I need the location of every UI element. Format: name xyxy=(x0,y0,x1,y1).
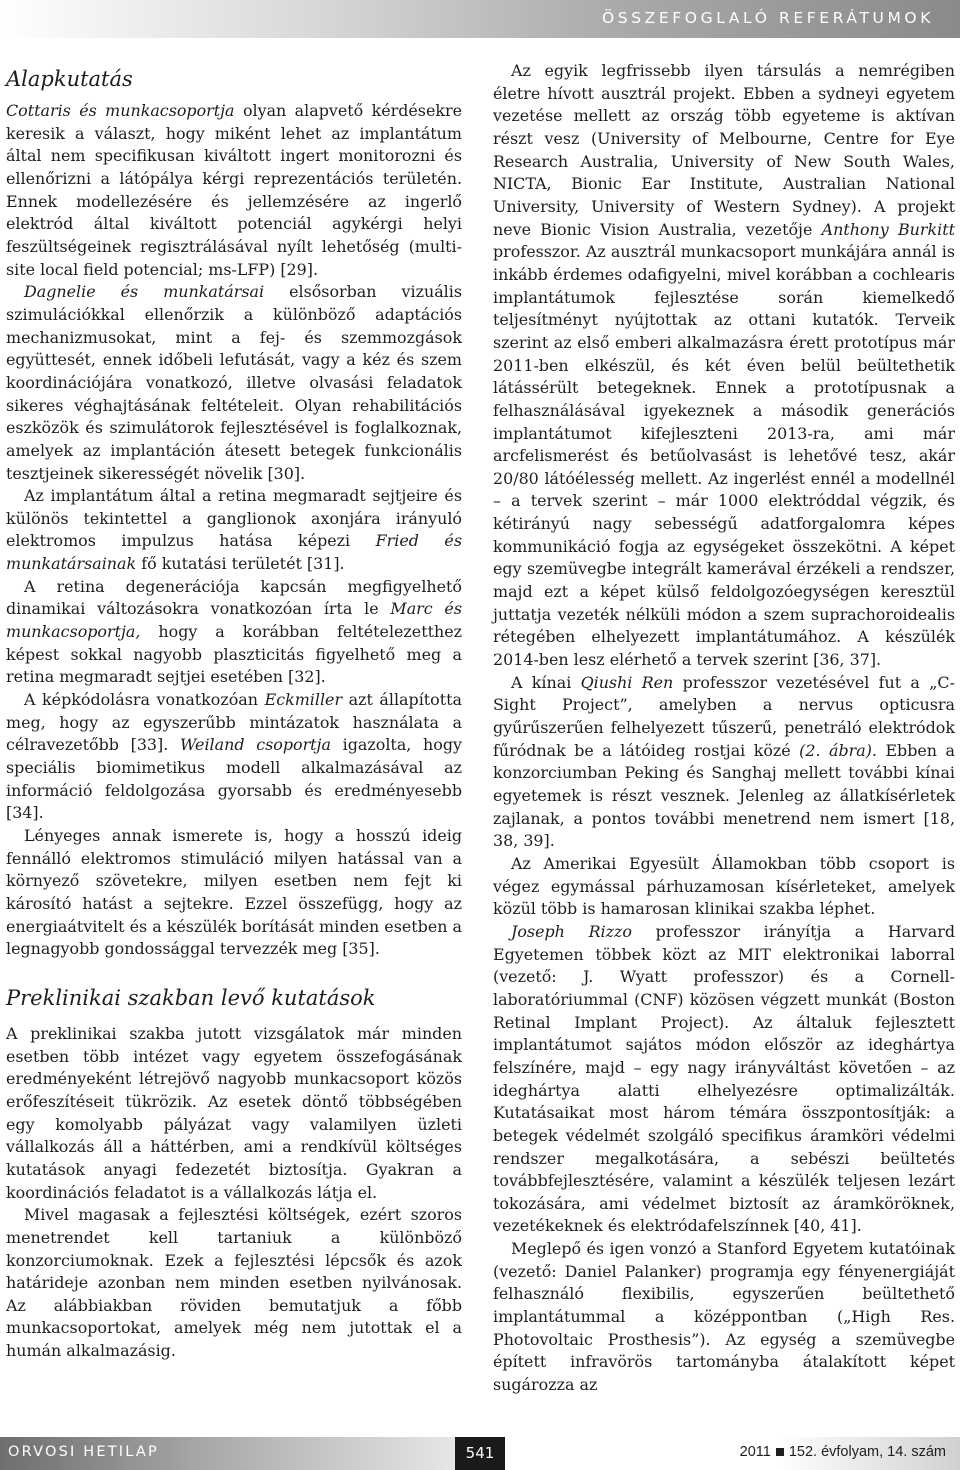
paragraph xyxy=(6,100,462,281)
section-header-title: ÖSSZEFOGLALÓ REFERÁTUMOK xyxy=(602,9,934,27)
paragraph xyxy=(6,281,462,485)
italic-name-run: (2. ábra). xyxy=(799,740,877,760)
italic-name-run: Weiland csoportja xyxy=(180,735,331,755)
italic-name-run: Marc és munkacsoportja, xyxy=(6,599,462,642)
italic-name-run: Cottaris és munkacsoportja xyxy=(6,101,235,120)
text-run: Az implantátum által a retina megmaradt sejtjeire és különös tekintettel a ganglionok axonjára irányuló elektromos impulzus hatása képezi xyxy=(6,486,462,551)
text-run: hogy a korábban feltételezetthez képest sokkal nagyobb plaszticitás figyelhető meg a retina megmaradt sejtjei esetében [32]. xyxy=(6,622,462,687)
text-run: professzor irányítja a Harvard Egyetemen többek közt az MIT elektronikai laborral (vezető: J. Wyatt professzor) és a Cornell-laboratóriummal (CNF) közösen végzett munkát (Boston Retinal Implant Project). Az általuk fejlesztett implantátumot sajátos módon először az ideghártya felszínére, majd – egy nagy irányváltást követően – az ideghártya alatti elhelyezésre optimalizálták. Kutatásaikat most három témára összpontosítják: a betegek védelmét szolgáló specifikus áramköri védelmi rendszer megalkotására, a sebészi beültetés továbbfejlesztésére, valamint a készülék teljesen lezárt tokozására, ami védelmet biztosít az áramköröknek, vezetékeknek és elektródafelszínnek [40, 41]. xyxy=(493,921,956,1236)
journal-name: ORVOSI HETILAP xyxy=(8,1444,159,1460)
paragraph xyxy=(6,1204,462,1363)
text-run: Meglepő és igen vonzó a Stanford Egyetem kutatóinak (vezető: Daniel Palanker) programja egy fényenergiáját felhasználó flexibilis, egyszerűen beültethető implantátummal a középpontban („High Res. Photovoltaic Prosthesis”). Az egység a szemüvegbe épített infravörös tartományba átalakított képet sugározza az xyxy=(493,1239,955,1395)
italic-name-run: Fried és munkatársainak xyxy=(6,531,462,574)
italic-name-run: Dagnelie és munkatársai xyxy=(24,282,265,302)
text-run: A kínai xyxy=(511,672,581,692)
italic-name-run: Qiushi Ren xyxy=(580,672,674,692)
paragraph xyxy=(6,576,462,689)
italic-name-run: Joseph Rizzo xyxy=(511,921,632,941)
issue-info xyxy=(740,1444,946,1460)
paragraph xyxy=(493,672,955,853)
section-title-basic-research: Alapkutatás xyxy=(6,67,133,91)
text-run: olyan alapvető kérdésekre keresik a választ, hogy miként lehet az implantátum által nem specifikusan kiváltott ingert monitorozni és ellenőrizni a látópálya kérgi reprezentációs területén. Ennek modellezésére és jellemzésére az ingerlő elektród által kiváltott potenciál agykérgi helyi feszültségeinek regisztrálásával nyílt lehetőség (multi-site local field potencial; ms-LFP) [29]. xyxy=(6,101,462,279)
left-column xyxy=(6,60,462,1363)
paragraph xyxy=(493,853,955,921)
footer-band-left xyxy=(0,1437,455,1470)
text-run: A retina degenerációja kapcsán megfigyelhető dinamikai változásokra vonatkozóan írta le xyxy=(6,576,462,619)
text-run: azt állapította meg, hogy az egyszerűbb mintázatok használata a célravezetőbb [33]. xyxy=(6,690,462,755)
page-number: 541 xyxy=(455,1437,505,1470)
issue-year: 2011 xyxy=(739,1444,771,1460)
text-run: elsősorban vizuális szimulációkkal ellenőrzik a különböző adaptációs mechanizmusokat, mint a fej- és szemmozgások együttesét, ennek időbeli lefutását, vagy a kéz és szem koordinációjára vonatkozó, illetve olvasási feladatok sikeres véghajtásának feltételeit. Olyan rehabilitációs eszközök és szimulátorok fejlesztésével is foglalkoznak, amelyek az implantáción átesett betegek funkcionális tesztjeinek sikerességét növelik [30]. xyxy=(6,282,462,483)
header-band xyxy=(0,0,960,38)
paragraph xyxy=(6,825,462,961)
paragraph xyxy=(493,60,955,672)
text-run: Lényeges annak ismerete is, hogy a hosszú ideig fennálló elektromos stimuláció milyen hatással van a környező szövetekre, milyen esetben nem fejt ki károsító hatást a sejtekre. Ezzel összefügg, hogy az energiaátvitelt és a készülék borítását minden esetben a legnagyobb gondossággal tervezzék meg [35]. xyxy=(6,826,462,959)
text-run: Ebben a konzorciumban Peking és Sanghaj mellett további kínai egyetemek is részt vesznek. Jelenleg az állatkísérletek zajlanak, a pontos további menetrend nem ismert [18, 38, 39]. xyxy=(493,740,955,851)
text-run: igazolta, hogy speciális biomimetikus modell alkalmazásával az információ feldolgozása gyorsabb és eredményesebb [34]. xyxy=(6,735,463,823)
paragraph xyxy=(493,1238,955,1397)
paragraph xyxy=(6,1023,462,1204)
text-run: A képkódolásra vonatkozóan xyxy=(24,690,265,710)
text-run: Az Amerikai Egyesült Államokban több csoport is végez egymással párhuzamosan kísérleteket, amelyek közül több is hamarosan klinikai szakba léphet. xyxy=(493,853,955,919)
italic-name-run: Anthony Burkitt xyxy=(821,219,955,239)
paragraph xyxy=(6,485,462,576)
text-run: professzor vezetésével fut a „C-Sight Project”, amelyben a nervus opticusra gyűrűszerűen felhelyezett tűszerű, penetráló elektródok fűródnak be a látóideg rostjai közé xyxy=(493,672,955,760)
issue-volume: 152. évfolyam, 14. szám xyxy=(788,1444,946,1460)
text-run: fő kutatási területét [31]. xyxy=(136,554,345,574)
text-run: A preklinikai szakba jutott vizsgálatok már minden esetben több intézet vagy egyetem összefogásának eredményeként létrejövő nagyobb munkacsoport közös erőfeszítéseit tükrözik. Az esetek döntő többségében egy komolyabb pályázat vagy valamilyen üzleti vállalkozás áll a háttérben, ami a rendkívül költséges kutatások anyagi fedezetét biztosítja. Gyakran a koordinációs feladatot is a vállalkozás látja el. xyxy=(6,1023,462,1202)
right-column xyxy=(493,60,955,1397)
paragraph xyxy=(6,689,462,825)
italic-name-run: Eckmiller xyxy=(264,690,343,710)
text-run: Az egyik legfrissebb ilyen társulás a nemrégiben életre hívott ausztrál projekt. Ebben a sydneyi egyetem vezetése mellett az ország több egyeteme is aktívan részt vesz (University of Melbourne, Centre for Eye Research Australia, University of New South Wales, NICTA, Bionic Ear Institute, Australian National University, University of Western Sydney). A projekt neve Bionic Vision Australia, vezetője xyxy=(493,61,955,239)
paragraph xyxy=(493,921,955,1238)
text-run: Mivel magasak a fejlesztési költségek, ezért szoros menetrendet kell tartaniuk a különböző konzorciumoknak. Ezek a fejlesztési lépcsők és azok határideje azonban nem minden esetben nyilvánosak. Az alábbiakban röviden bemutatjuk a főbb munkacsoportokat, amelyek még nem jutottak el a humán alkalmazásig. xyxy=(6,1205,462,1361)
square-bullet-icon xyxy=(776,1448,784,1456)
page-footer xyxy=(0,1437,960,1470)
section-title-preclinical: Preklinikai szakban levő kutatások xyxy=(6,985,376,1010)
text-run: professzor. Az ausztrál munkacsoport munkájára annál is inkább érdemes odafigyelni, mivel korábban a cochlearis implantátumok fejlesztése során kiemelkedő teljesítményt nyújtottak az ottani kutatók. Terveik szerint az első emberi alkalmazásra érett prototípus már 2011-ben elkészül, és két éven belül beültethetik látássérült betegeknek. Ennek a prototípusnak a felhasználásával igyekeznek a második generációs implantátumot kifejleszteni 2013-ra, ami már arcfelismerést és betűolvasást is lehetővé tesz, akár 20/80 látóélesség mellett. Az ingerlést ennél a modellnél – a tervek szerint – már 1000 elektróddal végzik, és kétirányú nagy sebességű adatforgalomra képes kommunikáció fogja az egységeket összekötni. A képet egy szemüvegbe integrált kamerával érzékeli a rendszer, majd ezt a képet külső feldolgozóegységen keresztül juttatja vezeték nélküli módon a szem suprachoroidealis rétegében elhelyezett implantátumához. A készülék 2014-ben lesz elérhető a tervek szerint [36, 37]. xyxy=(493,242,955,670)
footer-band-right xyxy=(505,1437,960,1470)
